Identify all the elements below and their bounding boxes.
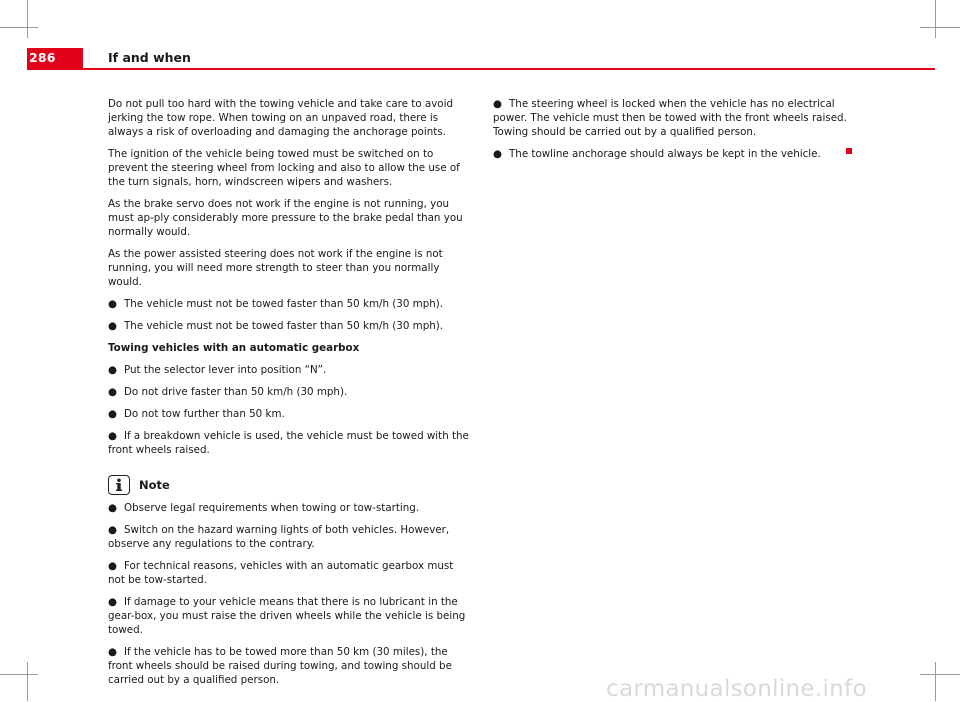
paragraph: As the power assisted steering does not work if the engine is not running, you will need more strength to steer than you normally would. [108, 248, 443, 288]
crop-mark [920, 674, 960, 675]
page-number: 286 [29, 50, 56, 65]
list-item-text: Observe legal requirements when towing or tow-starting. [124, 502, 420, 514]
list-item [108, 319, 470, 333]
list-item [493, 147, 853, 161]
bullet-icon: ● [108, 524, 117, 536]
list-item-text: If damage to your vehicle means that there is no lubricant in the gear-box, you must raise the driven wheels while the vehicle is being towed. [108, 596, 466, 636]
header-rule [27, 68, 935, 70]
list-item-text: For technical reasons, vehicles with an automatic gearbox must not be tow-started. [108, 560, 454, 586]
list-item [108, 501, 470, 515]
list-item [108, 523, 470, 551]
info-icon [108, 475, 130, 495]
bullet-icon: ● [108, 430, 117, 442]
list-item [108, 297, 470, 311]
list-item-text: The steering wheel is locked when the vehicle has no electrical power. The vehicle must then be towed with the front wheels raised. Towing should be carried out by a qualified person. [493, 98, 847, 138]
list-item-text: The vehicle must not be towed faster than 50 km/h (30 mph). [124, 298, 444, 310]
list-item-text: If the vehicle has to be towed more than 50 km (30 miles), the front wheels should be raised during towing, and towing should be carried out by a qualified person. [108, 646, 452, 686]
crop-mark [0, 27, 38, 28]
crop-mark [920, 27, 960, 28]
list-item-text: Switch on the hazard warning lights of both vehicles. However, observe any regulations to the contrary. [108, 524, 450, 550]
section-heading: Towing vehicles with an automatic gearbox [108, 342, 360, 354]
bullet-icon: ● [108, 502, 117, 514]
running-title: If and when [108, 50, 191, 65]
section-end-marker [846, 148, 852, 154]
list-item-text: If a breakdown vehicle is used, the vehicle must be towed with the front wheels raised. [108, 430, 469, 456]
bullet-icon: ● [108, 646, 117, 658]
list-item-text: The vehicle must not be towed faster than 50 km/h (30 mph). [124, 320, 444, 332]
list-item [108, 559, 470, 587]
list-item [493, 97, 853, 139]
list-item [108, 595, 470, 637]
note-title: Note [139, 478, 170, 492]
crop-mark [27, 662, 28, 701]
info-icon-glyph [113, 478, 125, 492]
bullet-icon: ● [493, 148, 502, 160]
paragraph: As the brake servo does not work if the engine is not running, you must ap-ply considerably more pressure to the brake pedal than you normally would. [108, 198, 463, 238]
bullet-icon: ● [108, 320, 117, 332]
right-column [493, 97, 853, 169]
crop-mark [0, 674, 38, 675]
list-item-text: Do not drive faster than 50 km/h (30 mph). [124, 386, 348, 398]
list-item [108, 407, 470, 421]
bullet-icon: ● [108, 596, 117, 608]
list-item [108, 645, 470, 687]
list-item [108, 385, 470, 399]
crop-mark [27, 0, 28, 38]
bullet-icon: ● [108, 364, 117, 376]
paragraph: Do not pull too hard with the towing vehicle and take care to avoid jerking the tow rope. When towing on an unpaved road, there is always a risk of overloading and damaging the anchorage points. [108, 98, 453, 138]
list-item [108, 363, 470, 377]
paragraph: The ignition of the vehicle being towed must be switched on to prevent the steering wheel from locking and also to allow the use of the turn signals, horn, windscreen wipers and washers. [108, 148, 460, 188]
bullet-icon: ● [108, 386, 117, 398]
left-column [108, 97, 470, 695]
note-header [108, 475, 470, 495]
bullet-icon: ● [108, 408, 117, 420]
list-item-text: Do not tow further than 50 km. [124, 408, 285, 420]
crop-mark [935, 662, 936, 701]
bullet-icon: ● [108, 560, 117, 572]
bullet-icon: ● [108, 298, 117, 310]
list-item-text: Put the selector lever into position “N”. [124, 364, 327, 376]
bullet-icon: ● [493, 98, 502, 110]
list-item-text: The towline anchorage should always be kept in the vehicle. [509, 148, 821, 160]
crop-mark [935, 0, 936, 38]
watermark: carmanualsonline.info [606, 676, 867, 702]
list-item [108, 429, 470, 457]
